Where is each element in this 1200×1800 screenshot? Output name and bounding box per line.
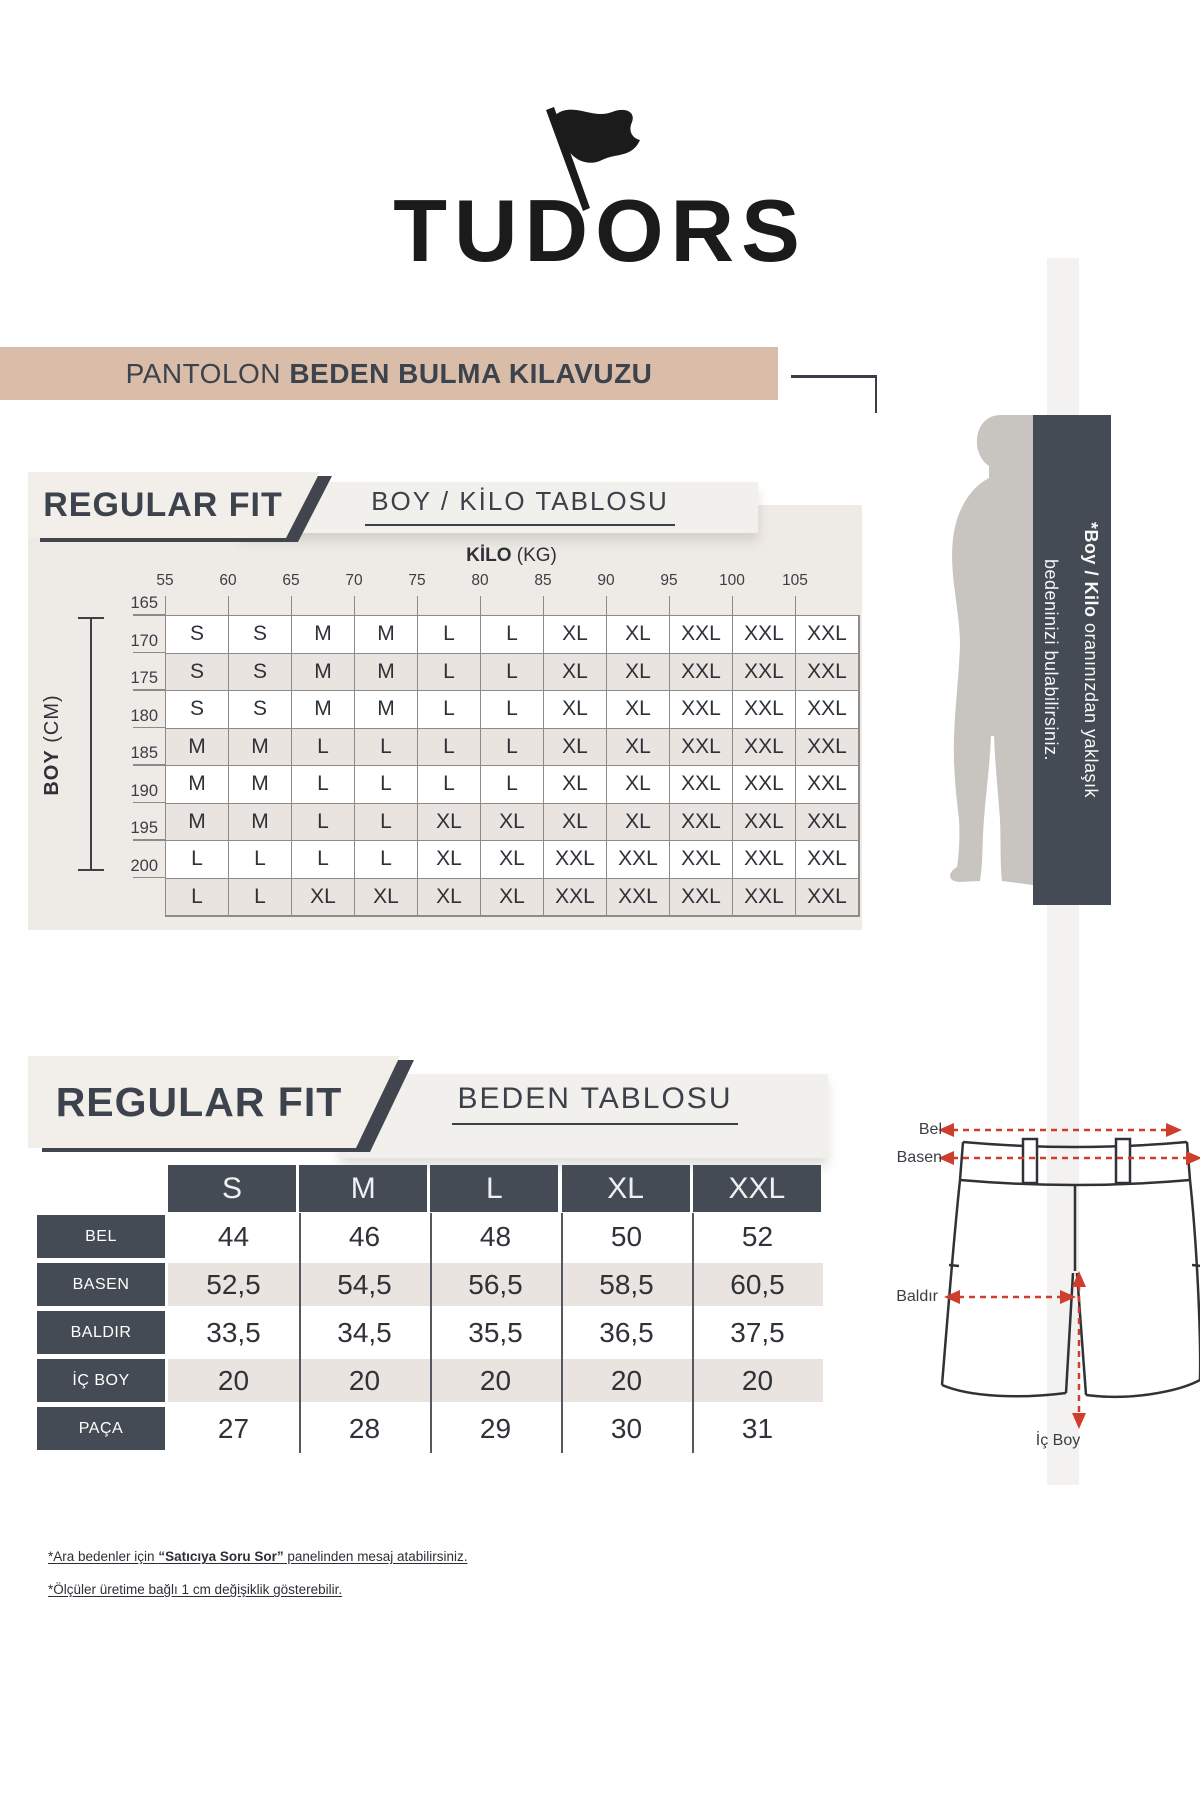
weight-tick-mark <box>669 596 671 615</box>
size-cell: XXL <box>796 841 859 879</box>
measure-value-cell: 50 <box>610 1220 643 1252</box>
measure-value-cell: 37,5 <box>730 1316 785 1348</box>
weight-tick-label: 65 <box>282 572 300 589</box>
weight-tick-mark <box>165 596 167 615</box>
size-cell: L <box>292 766 355 804</box>
size-cell: L <box>355 804 418 842</box>
measure-value-cell: 54,5 <box>337 1268 392 1300</box>
measure-row-label: BASEN <box>37 1263 165 1306</box>
size-cell: XL <box>607 691 670 729</box>
measure-value-cell: 28 <box>348 1412 381 1444</box>
size-cell: M <box>292 691 355 729</box>
measure-value-cell: 56,5 <box>468 1268 523 1300</box>
measure-value-cell: 20 <box>741 1364 774 1396</box>
size-cell: L <box>418 729 481 767</box>
size-cell: XXL <box>733 616 796 654</box>
size-cell: XXL <box>670 766 733 804</box>
weight-tick-label: 90 <box>597 572 615 589</box>
height-measure-cap-top <box>78 617 104 619</box>
size-header-cell: L <box>430 1165 558 1212</box>
weight-tick-label: 105 <box>782 572 808 589</box>
size-header-cell: S <box>168 1165 296 1212</box>
size-cell: XL <box>418 879 481 917</box>
size-cell: XL <box>607 729 670 767</box>
guide-title-bold: BEDEN BULMA KILAVUZU <box>289 357 653 389</box>
size-cell: L <box>418 691 481 729</box>
height-tick-label: 175 <box>130 669 158 687</box>
height-tick-label: 170 <box>130 631 158 650</box>
size-cell: M <box>229 729 292 767</box>
size-cell: L <box>229 879 292 917</box>
weight-tick-mark <box>480 596 482 615</box>
section2-title <box>410 1082 780 1125</box>
footnote-2: *Ölçüler üretime bağlı 1 cm değişiklik gösterebilir. <box>48 1582 343 1597</box>
measure-value-cell: 44 <box>217 1220 250 1252</box>
size-cell: S <box>229 691 292 729</box>
side-note-line2: bedeninizi bulabilirsiniz. <box>1041 558 1061 762</box>
weight-tick-label: 60 <box>219 572 237 589</box>
section2-title-text: BEDEN TABLOSU <box>452 1082 739 1125</box>
size-cell: XL <box>607 804 670 842</box>
regular-fit-label-1: REGULAR FIT <box>43 485 283 524</box>
footnote-1-suffix: panelinden mesaj atabilirsiniz. <box>283 1549 468 1564</box>
weight-tick-label: 85 <box>534 572 552 589</box>
size-cell: M <box>166 729 229 767</box>
size-cell: L <box>418 616 481 654</box>
size-cell: XXL <box>607 841 670 879</box>
measure-value-cell: 46 <box>348 1220 381 1252</box>
diagram-label-icboy: İç Boy <box>1035 1432 1081 1449</box>
size-cell: L <box>166 879 229 917</box>
measure-value-cell: 30 <box>610 1412 643 1444</box>
weight-tick-label: 70 <box>345 572 363 589</box>
size-cell: XXL <box>670 841 733 879</box>
person-silhouette <box>935 415 1035 890</box>
measure-row-values <box>168 1215 823 1258</box>
size-cell: XL <box>607 654 670 692</box>
measure-value-cell: 36,5 <box>599 1316 654 1348</box>
height-tick-label: 180 <box>130 706 158 725</box>
measure-value-cell: 48 <box>479 1220 512 1252</box>
shorts-diagram <box>870 1085 1200 1465</box>
size-cell: L <box>481 616 544 654</box>
height-measure-line <box>90 618 92 870</box>
size-cell: L <box>481 654 544 692</box>
size-cell: XL <box>481 879 544 917</box>
size-cell: S <box>229 654 292 692</box>
measure-value-cell: 29 <box>479 1412 512 1444</box>
size-cell: XXL <box>670 879 733 917</box>
measure-value-cell: 34,5 <box>337 1316 392 1348</box>
measure-value-cell: 58,5 <box>599 1268 654 1300</box>
size-cell: XXL <box>733 804 796 842</box>
weight-tick-label: 100 <box>719 572 745 589</box>
section1-title <box>310 486 730 526</box>
height-tick-mark <box>133 652 165 654</box>
column-separator <box>299 1213 301 1453</box>
size-cell: M <box>166 766 229 804</box>
size-cell: XXL <box>544 841 607 879</box>
measure-value-cell: 60,5 <box>730 1268 785 1300</box>
weight-tick-label: 80 <box>471 572 489 589</box>
connector-line-horizontal <box>791 375 877 378</box>
measure-value-cell: 27 <box>217 1412 250 1444</box>
footnote-1 <box>48 1549 467 1564</box>
size-cell: XXL <box>670 729 733 767</box>
size-cell: XXL <box>796 654 859 692</box>
boy-axis-bold: BOY <box>41 749 63 796</box>
size-cell: XL <box>607 766 670 804</box>
column-separator <box>692 1213 694 1453</box>
size-cell: XXL <box>670 804 733 842</box>
size-cell: XXL <box>670 616 733 654</box>
section1-title-text: BOY / KİLO TABLOSU <box>365 486 675 526</box>
weight-tick-mark <box>354 596 356 615</box>
size-cell: L <box>166 841 229 879</box>
weight-tick-label: 55 <box>156 572 174 589</box>
size-cell: XXL <box>796 729 859 767</box>
size-cell: XXL <box>670 691 733 729</box>
height-tick-mark <box>133 689 165 691</box>
size-cell: M <box>355 691 418 729</box>
measure-value-cell: 33,5 <box>206 1316 261 1348</box>
size-cell: M <box>292 616 355 654</box>
height-tick-mark <box>133 614 165 616</box>
size-cell: L <box>292 729 355 767</box>
size-cell: XL <box>544 766 607 804</box>
diagram-label-bel: Bel <box>918 1121 942 1138</box>
height-tick-label: 190 <box>130 781 158 800</box>
weight-tick-mark <box>417 596 419 615</box>
size-cell: XXL <box>796 804 859 842</box>
size-cell: XXL <box>733 654 796 692</box>
size-cell: XXL <box>733 766 796 804</box>
weight-tick-mark <box>732 596 734 615</box>
measure-row-label: PAÇA <box>37 1407 165 1450</box>
measure-value-cell: 35,5 <box>468 1316 523 1348</box>
size-cell: XXL <box>796 616 859 654</box>
kilo-axis-bold: KİLO <box>466 545 512 566</box>
measure-row-label: BALDIR <box>37 1311 165 1354</box>
measure-row-label: BEL <box>37 1215 165 1258</box>
size-cell: L <box>481 766 544 804</box>
size-cell: S <box>166 616 229 654</box>
measure-row-label: İÇ BOY <box>37 1359 165 1402</box>
size-cell: XL <box>544 616 607 654</box>
measure-value-cell: 20 <box>348 1364 381 1396</box>
size-cell: XL <box>481 841 544 879</box>
measure-value-cell: 20 <box>217 1364 250 1396</box>
weight-tick-mark <box>606 596 608 615</box>
size-cell: XXL <box>733 729 796 767</box>
size-cell: XXL <box>796 879 859 917</box>
size-cell: L <box>481 729 544 767</box>
height-tick-label: 195 <box>130 819 158 837</box>
size-cell: M <box>292 654 355 692</box>
diagram-label-basen: Basen <box>896 1149 942 1166</box>
measure-value-cell: 52,5 <box>206 1268 261 1300</box>
footnote-1-prefix: *Ara bedenler için <box>48 1549 159 1564</box>
size-cell: M <box>229 766 292 804</box>
guide-title-banner <box>0 347 778 400</box>
size-cell: S <box>229 616 292 654</box>
boy-axis-unit: (CM) <box>41 694 63 750</box>
size-cell: L <box>355 766 418 804</box>
size-cell: XL <box>355 879 418 917</box>
diagram-label-baldir: Baldır <box>896 1288 938 1305</box>
connector-line-vertical <box>875 375 878 413</box>
size-cell: XL <box>292 879 355 917</box>
size-cell: M <box>355 616 418 654</box>
size-cell: L <box>418 654 481 692</box>
side-note-bold: *Boy / Kilo <box>1081 521 1101 618</box>
column-separator <box>561 1213 563 1453</box>
measure-row-values <box>168 1311 823 1354</box>
height-tick-mark <box>133 802 165 804</box>
side-note-rest: oranınızdan yaklaşık <box>1081 617 1101 799</box>
weight-tick-mark <box>543 596 545 615</box>
size-cell: S <box>166 691 229 729</box>
size-cell: XXL <box>607 879 670 917</box>
height-tick-label: 200 <box>130 856 158 875</box>
size-cell: L <box>292 841 355 879</box>
size-cell: XL <box>544 654 607 692</box>
size-matrix <box>165 615 860 917</box>
size-cell: XXL <box>733 841 796 879</box>
weight-tick-label: 95 <box>660 572 678 589</box>
guide-title-prefix: PANTOLON <box>125 357 282 389</box>
size-cell: L <box>229 841 292 879</box>
size-cell: L <box>355 841 418 879</box>
size-cell: M <box>229 804 292 842</box>
size-cell: M <box>166 804 229 842</box>
measure-value-cell: 31 <box>741 1412 774 1444</box>
height-tick-mark <box>133 727 165 729</box>
size-cell: XL <box>607 616 670 654</box>
weight-tick-mark <box>228 596 230 615</box>
size-cell: XXL <box>796 691 859 729</box>
size-cell: XL <box>544 804 607 842</box>
measure-row-values <box>168 1263 823 1306</box>
measure-value-cell: 20 <box>479 1364 512 1396</box>
height-tick-mark <box>133 764 165 766</box>
size-cell: L <box>418 766 481 804</box>
footnote-1-bold: “Satıcıya Soru Sor” <box>158 1549 284 1564</box>
size-cell: XXL <box>670 654 733 692</box>
size-header-cell: M <box>299 1165 427 1212</box>
height-tick-label: 165 <box>130 594 158 612</box>
size-cell: L <box>292 804 355 842</box>
brand-logo-text: TUDORS <box>393 181 807 280</box>
height-tick-label: 185 <box>130 744 158 762</box>
weight-tick-label: 75 <box>408 572 426 589</box>
height-tick-mark <box>133 839 165 841</box>
boy-axis-label <box>41 635 71 855</box>
size-cell: L <box>355 729 418 767</box>
size-cell: XL <box>481 804 544 842</box>
size-cell: L <box>481 691 544 729</box>
measure-value-cell: 52 <box>741 1220 774 1252</box>
side-note-text <box>1031 410 1111 910</box>
measure-row-values <box>168 1407 823 1450</box>
height-tick-mark <box>133 877 165 879</box>
size-header-cell: XL <box>562 1165 690 1212</box>
column-separator <box>430 1213 432 1453</box>
size-cell: XXL <box>733 691 796 729</box>
size-cell: S <box>166 654 229 692</box>
size-cell: XXL <box>733 879 796 917</box>
size-cell: XL <box>418 804 481 842</box>
size-cell: M <box>355 654 418 692</box>
regular-fit-label-2: REGULAR FIT <box>55 1078 343 1125</box>
size-cell: XL <box>544 691 607 729</box>
height-measure-cap-bottom <box>78 869 104 871</box>
size-cell: XL <box>418 841 481 879</box>
size-header-cell: XXL <box>693 1165 821 1212</box>
kilo-axis-label <box>165 545 858 567</box>
measure-row-values <box>168 1359 823 1402</box>
weight-tick-mark <box>291 596 293 615</box>
size-cell: XL <box>544 729 607 767</box>
measure-value-cell: 20 <box>610 1364 643 1396</box>
size-cell: XXL <box>544 879 607 917</box>
kilo-axis-unit: (KG) <box>511 545 557 566</box>
size-cell: XXL <box>796 766 859 804</box>
weight-tick-mark <box>795 596 797 615</box>
